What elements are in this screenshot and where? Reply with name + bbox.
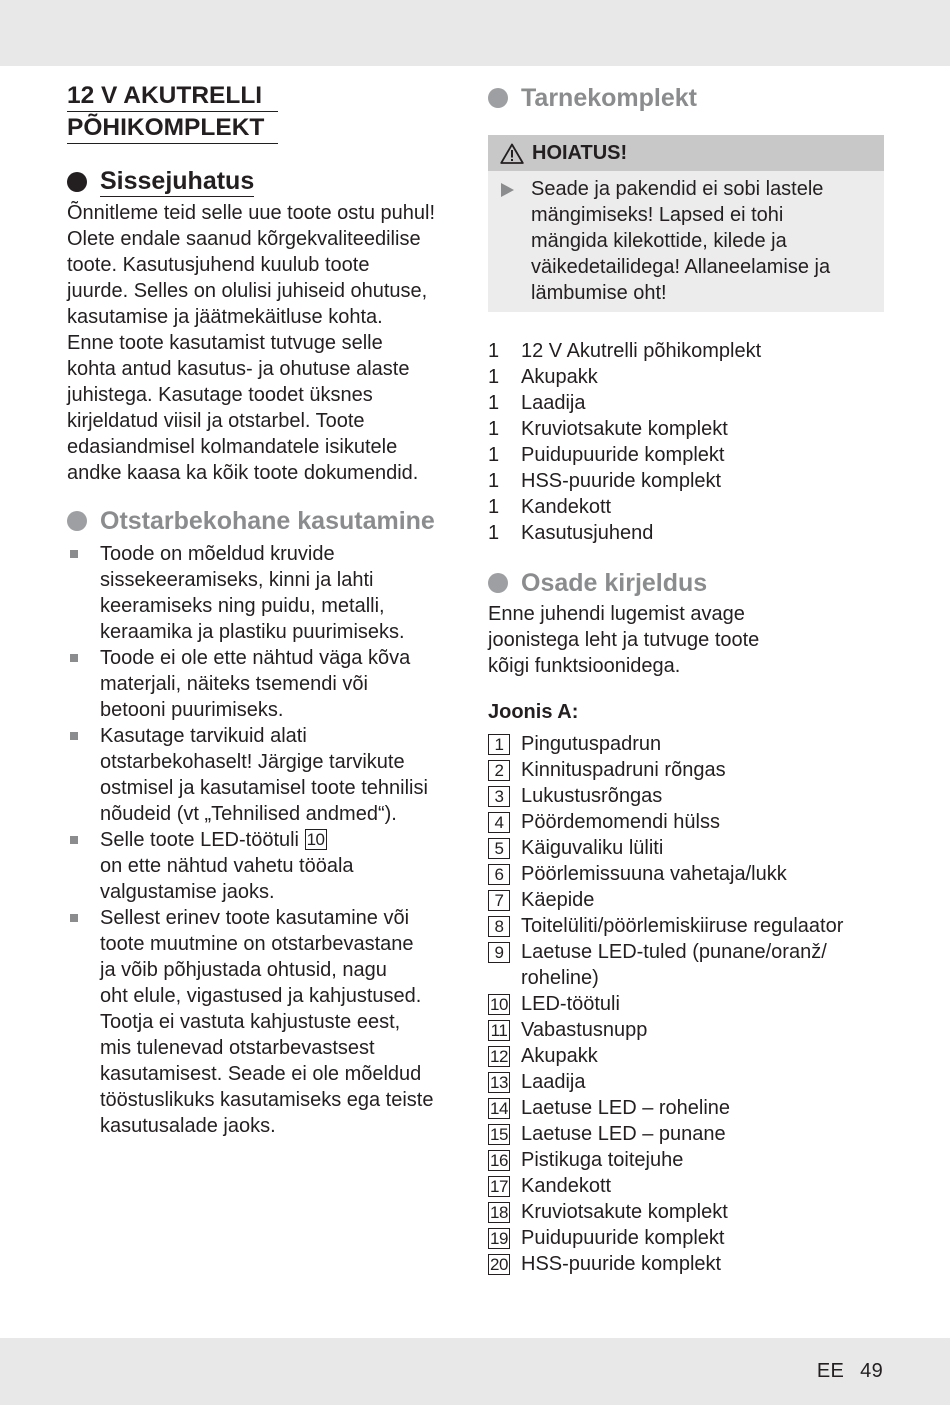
part-item xyxy=(488,1199,884,1225)
usage-line: tööstuslikuks kasutamiseks ega teiste xyxy=(100,1089,434,1111)
part-label-line: Käiguvaliku lüliti xyxy=(521,837,664,859)
part-label-line: Lukustusrõngas xyxy=(521,785,663,807)
package-item xyxy=(488,494,884,520)
figure-label: Joonis A: xyxy=(488,701,579,723)
part-label xyxy=(521,887,594,913)
part-number-badge: 15 xyxy=(488,1124,510,1145)
usage-line: on ette nähtud vahetu tööala xyxy=(100,855,354,877)
page-number: 49 xyxy=(860,1360,883,1382)
usage-heading xyxy=(67,506,465,536)
intro-heading xyxy=(67,166,465,197)
package-item-qty: 1 xyxy=(488,444,500,466)
part-item xyxy=(488,991,884,1017)
part-number-cell xyxy=(488,1017,521,1043)
warning-body xyxy=(488,171,884,312)
bullet-dot-icon xyxy=(67,172,87,192)
part-label xyxy=(521,1121,726,1147)
warning-title: HOIATUS! xyxy=(532,141,628,164)
warning-triangle-icon xyxy=(500,143,524,164)
square-bullet-icon xyxy=(70,914,78,922)
intro-line: edasiandmisel kolmandatele isikutele xyxy=(67,436,398,458)
part-item xyxy=(488,783,884,809)
part-number-badge: 11 xyxy=(488,1020,510,1041)
package-item xyxy=(488,520,884,546)
part-label xyxy=(521,1043,598,1069)
usage-list-item xyxy=(67,723,465,827)
parts-heading xyxy=(488,568,884,598)
intro-line: kasutamise ja jäätmekäitluse kohta. xyxy=(67,306,383,328)
part-label-line: Laetuse LED – roheline xyxy=(521,1097,731,1119)
package-item xyxy=(488,468,884,494)
part-label-line: Toitelüliti/pöörlemiskiiruse regulaator xyxy=(521,915,844,937)
part-number-badge: 6 xyxy=(488,864,510,885)
warning-line: väikedetailidega! Allaneelamise ja xyxy=(531,256,831,278)
part-label-line: Puidupuuride komplekt xyxy=(521,1227,725,1249)
intro-line: Olete endale saanud kõrgekvaliteedilise xyxy=(67,228,421,250)
usage-line: ja võib põhjustada ohtusid, nagu xyxy=(100,959,387,981)
part-label xyxy=(521,1147,683,1173)
part-number-badge: 10 xyxy=(305,829,327,850)
part-label-line: Käepide xyxy=(521,889,595,911)
part-label-line: Kandekott xyxy=(521,1175,612,1197)
usage-list-item xyxy=(67,827,465,905)
arrow-right-icon xyxy=(501,183,514,197)
part-number-cell xyxy=(488,783,521,809)
package-item xyxy=(488,338,884,364)
part-number-cell xyxy=(488,1147,521,1173)
warning-line: mängida kilekottide, kilede ja xyxy=(531,230,787,252)
intro-line: kirjeldatud viisil ja otstarbel. Toote xyxy=(67,410,365,432)
part-label-line: Kruviotsakute komplekt xyxy=(521,1201,728,1223)
package-item-qty: 1 xyxy=(488,522,500,544)
usage-line: Tootja ei vastuta kahjustuste eest, xyxy=(100,1011,401,1033)
bullet-dot-icon xyxy=(488,573,508,593)
part-item xyxy=(488,809,884,835)
part-label xyxy=(521,757,726,783)
intro-line: juhistega. Kasutage toodet üksnes xyxy=(67,384,373,406)
package-item-qty: 1 xyxy=(488,418,500,440)
part-label-line: HSS-puuride komplekt xyxy=(521,1253,722,1275)
usage-list-item xyxy=(67,905,465,1139)
part-item xyxy=(488,835,884,861)
part-item xyxy=(488,1043,884,1069)
part-label-line: Laadija xyxy=(521,1071,586,1093)
part-item xyxy=(488,1147,884,1173)
warning-text xyxy=(531,176,864,306)
package-item-qty: 1 xyxy=(488,496,500,518)
document-title-line2: PÕHIKOMPLEKT xyxy=(67,114,265,141)
part-item xyxy=(488,861,884,887)
parts-list xyxy=(488,731,884,1277)
package-item-label: Kruviotsakute komplekt xyxy=(521,418,728,440)
part-number-cell xyxy=(488,835,521,861)
usage-line: materjali, näiteks tsemendi või xyxy=(100,673,368,695)
document-title xyxy=(67,80,278,144)
part-item xyxy=(488,731,884,757)
package-item-qty: 1 xyxy=(488,366,500,388)
package-heading xyxy=(488,83,884,113)
part-number-badge: 10 xyxy=(488,994,510,1015)
warning-line: lämbumise oht! xyxy=(531,282,667,304)
part-label-line: Akupakk xyxy=(521,1045,598,1067)
package-contents-list xyxy=(488,338,884,546)
package-item-label: Akupakk xyxy=(521,366,598,388)
package-item-label: HSS-puuride komplekt xyxy=(521,470,722,492)
usage-line: Toode on mõeldud kruvide xyxy=(100,543,335,565)
package-heading-text: Tarnekomplekt xyxy=(521,84,697,112)
intro-line: Enne toote kasutamist tutvuge selle xyxy=(67,332,383,354)
part-label xyxy=(521,991,620,1017)
part-label xyxy=(521,1251,721,1277)
intro-line: Õnnitleme teid selle uue toote ostu puhul! xyxy=(67,202,436,224)
intro-heading-text: Sissejuhatus xyxy=(100,167,255,195)
usage-line: mis tulenevad otstarbevastsest xyxy=(100,1037,375,1059)
usage-line: kasutusalade jaoks. xyxy=(100,1115,276,1137)
usage-line: kasutamisest. Seade ei ole mõeldud xyxy=(100,1063,422,1085)
right-column xyxy=(488,80,884,1277)
footer-band xyxy=(0,1338,950,1405)
left-column xyxy=(67,80,465,1139)
part-number-cell xyxy=(488,1095,521,1121)
usage-line: Sellest erinev toote kasutamine või xyxy=(100,907,410,929)
part-label-line: Pistikuga toitejuhe xyxy=(521,1149,684,1171)
usage-heading-text: Otstarbekohane kasutamine xyxy=(100,507,435,535)
parts-intro-line: kõigi funktsioonidega. xyxy=(488,655,681,677)
part-item xyxy=(488,1251,884,1277)
package-item-label: Laadija xyxy=(521,392,586,414)
part-label-line: Vabastusnupp xyxy=(521,1019,648,1041)
part-number-cell xyxy=(488,1225,521,1251)
square-bullet-icon xyxy=(70,836,78,844)
usage-line xyxy=(100,827,465,853)
part-number-badge: 8 xyxy=(488,916,510,937)
part-number-cell xyxy=(488,1173,521,1199)
usage-line: sissekeeramiseks, kinni ja lahti xyxy=(100,569,374,591)
usage-line: oht elule, vigastused ja kahjustused. xyxy=(100,985,422,1007)
part-label xyxy=(521,1017,647,1043)
part-item xyxy=(488,1017,884,1043)
part-label xyxy=(521,1173,611,1199)
part-label xyxy=(521,861,787,887)
warning-box xyxy=(488,135,884,312)
part-label xyxy=(521,731,661,757)
part-item xyxy=(488,1069,884,1095)
square-bullet-icon xyxy=(70,732,78,740)
usage-line: Toode ei ole ette nähtud väga kõva xyxy=(100,647,411,669)
part-label-line: Pöörlemissuuna vahetaja/lukk xyxy=(521,863,787,885)
usage-line: valgustamise jaoks. xyxy=(100,881,275,903)
part-number-cell xyxy=(488,731,521,757)
package-item-label: Kasutusjuhend xyxy=(521,522,654,544)
part-number-badge: 5 xyxy=(488,838,510,859)
part-number-cell xyxy=(488,1251,521,1277)
package-item xyxy=(488,416,884,442)
parts-heading-text: Osade kirjeldus xyxy=(521,569,708,597)
usage-line: betooni puurimiseks. xyxy=(100,699,284,721)
part-number-badge: 19 xyxy=(488,1228,510,1249)
part-label xyxy=(521,1199,728,1225)
usage-line: keeramiseks ning puidu, metalli, xyxy=(100,595,385,617)
intro-line: andke kaasa ka kõik toote dokumendid. xyxy=(67,462,419,484)
part-label xyxy=(521,835,663,861)
package-item xyxy=(488,390,884,416)
usage-line: otstarbekohaselt! Järgige tarvikute xyxy=(100,751,405,773)
package-item-qty: 1 xyxy=(488,340,500,362)
part-label xyxy=(521,939,827,991)
header-band xyxy=(0,0,950,66)
part-label-line: Kinnituspadruni rõngas xyxy=(521,759,726,781)
document-title-line1: 12 V AKUTRELLI xyxy=(67,80,278,112)
package-item-qty: 1 xyxy=(488,470,500,492)
part-number-badge: 2 xyxy=(488,760,510,781)
usage-list-item xyxy=(67,645,465,723)
usage-line: toote muutmine on otstarbevastane xyxy=(100,933,414,955)
part-label-line: Pingutuspadrun xyxy=(521,733,662,755)
part-number-cell xyxy=(488,1069,521,1095)
part-item xyxy=(488,939,884,991)
usage-line: nõudeid (vt „Tehnilised andmed“). xyxy=(100,803,397,825)
part-number-badge: 12 xyxy=(488,1046,510,1067)
parts-intro-line: joonistega leht ja tutvuge toote xyxy=(488,629,760,651)
part-item xyxy=(488,1121,884,1147)
part-number-badge: 3 xyxy=(488,786,510,807)
part-label-line: Pöördemomendi hülss xyxy=(521,811,720,833)
intro-paragraph xyxy=(67,200,465,486)
part-number-badge: 1 xyxy=(488,734,510,755)
part-number-badge: 7 xyxy=(488,890,510,911)
part-label-line: Laetuse LED – punane xyxy=(521,1123,726,1145)
part-number-badge: 17 xyxy=(488,1176,510,1197)
part-number-badge: 18 xyxy=(488,1202,510,1223)
part-number-badge: 13 xyxy=(488,1072,510,1093)
part-item xyxy=(488,1225,884,1251)
part-label-line: roheline) xyxy=(521,967,599,989)
usage-line: Kasutage tarvikuid alati xyxy=(100,725,307,747)
part-number-cell xyxy=(488,939,521,991)
part-item xyxy=(488,887,884,913)
part-number-badge: 14 xyxy=(488,1098,510,1119)
intro-line: toote. Kasutusjuhend kuulub toote xyxy=(67,254,370,276)
part-number-cell xyxy=(488,887,521,913)
intro-line: kohta antud kasutus- ja ohutuse alaste xyxy=(67,358,410,380)
part-label xyxy=(521,1225,724,1251)
part-item xyxy=(488,757,884,783)
package-item-qty: 1 xyxy=(488,392,500,414)
part-number-cell xyxy=(488,809,521,835)
bullet-dot-icon xyxy=(488,88,508,108)
part-label xyxy=(521,1069,586,1095)
usage-line: ostmisel ja kasutamisel toote tehnilisi xyxy=(100,777,428,799)
usage-list-item xyxy=(67,541,465,645)
bullet-dot-icon xyxy=(67,511,87,531)
parts-intro-paragraph xyxy=(488,601,884,679)
package-item-label: Puidupuuride komplekt xyxy=(521,444,725,466)
part-number-cell xyxy=(488,991,521,1017)
language-code: EE xyxy=(816,1360,845,1382)
part-label xyxy=(521,783,662,809)
page-footer xyxy=(817,1360,883,1383)
part-label xyxy=(521,913,843,939)
part-label-line: Laetuse LED-tuled (punane/oranž/ xyxy=(521,941,827,963)
part-label xyxy=(521,809,720,835)
warning-header xyxy=(488,135,884,171)
part-item xyxy=(488,1173,884,1199)
square-bullet-icon xyxy=(70,654,78,662)
package-item-label: Kandekott xyxy=(521,496,612,518)
package-item xyxy=(488,364,884,390)
usage-list xyxy=(67,541,465,1139)
part-item xyxy=(488,913,884,939)
part-number-badge: 16 xyxy=(488,1150,510,1171)
warning-line: mängimiseks! Lapsed ei tohi xyxy=(531,204,784,226)
part-label-line: LED-töötuli xyxy=(521,993,620,1015)
parts-intro-line: Enne juhendi lugemist avage xyxy=(488,603,745,625)
square-bullet-icon xyxy=(70,550,78,558)
part-number-cell xyxy=(488,913,521,939)
warning-line: Seade ja pakendid ei sobi lastele xyxy=(531,178,824,200)
part-number-cell xyxy=(488,861,521,887)
part-number-cell xyxy=(488,1121,521,1147)
part-number-cell xyxy=(488,757,521,783)
part-number-cell xyxy=(488,1043,521,1069)
usage-line-text: Selle toote LED-töötuli xyxy=(100,829,305,851)
package-item xyxy=(488,442,884,468)
part-label xyxy=(521,1095,730,1121)
part-number-cell xyxy=(488,1199,521,1225)
intro-line: juurde. Selles on olulisi juhiseid ohutuse, xyxy=(67,280,428,302)
usage-line: keraamika ja plastiku puurimiseks. xyxy=(100,621,405,643)
part-number-badge: 20 xyxy=(488,1254,510,1275)
part-number-badge: 9 xyxy=(488,942,510,963)
part-item xyxy=(488,1095,884,1121)
part-number-badge: 4 xyxy=(488,812,510,833)
package-item-label: 12 V Akutrelli põhikomplekt xyxy=(521,340,762,362)
